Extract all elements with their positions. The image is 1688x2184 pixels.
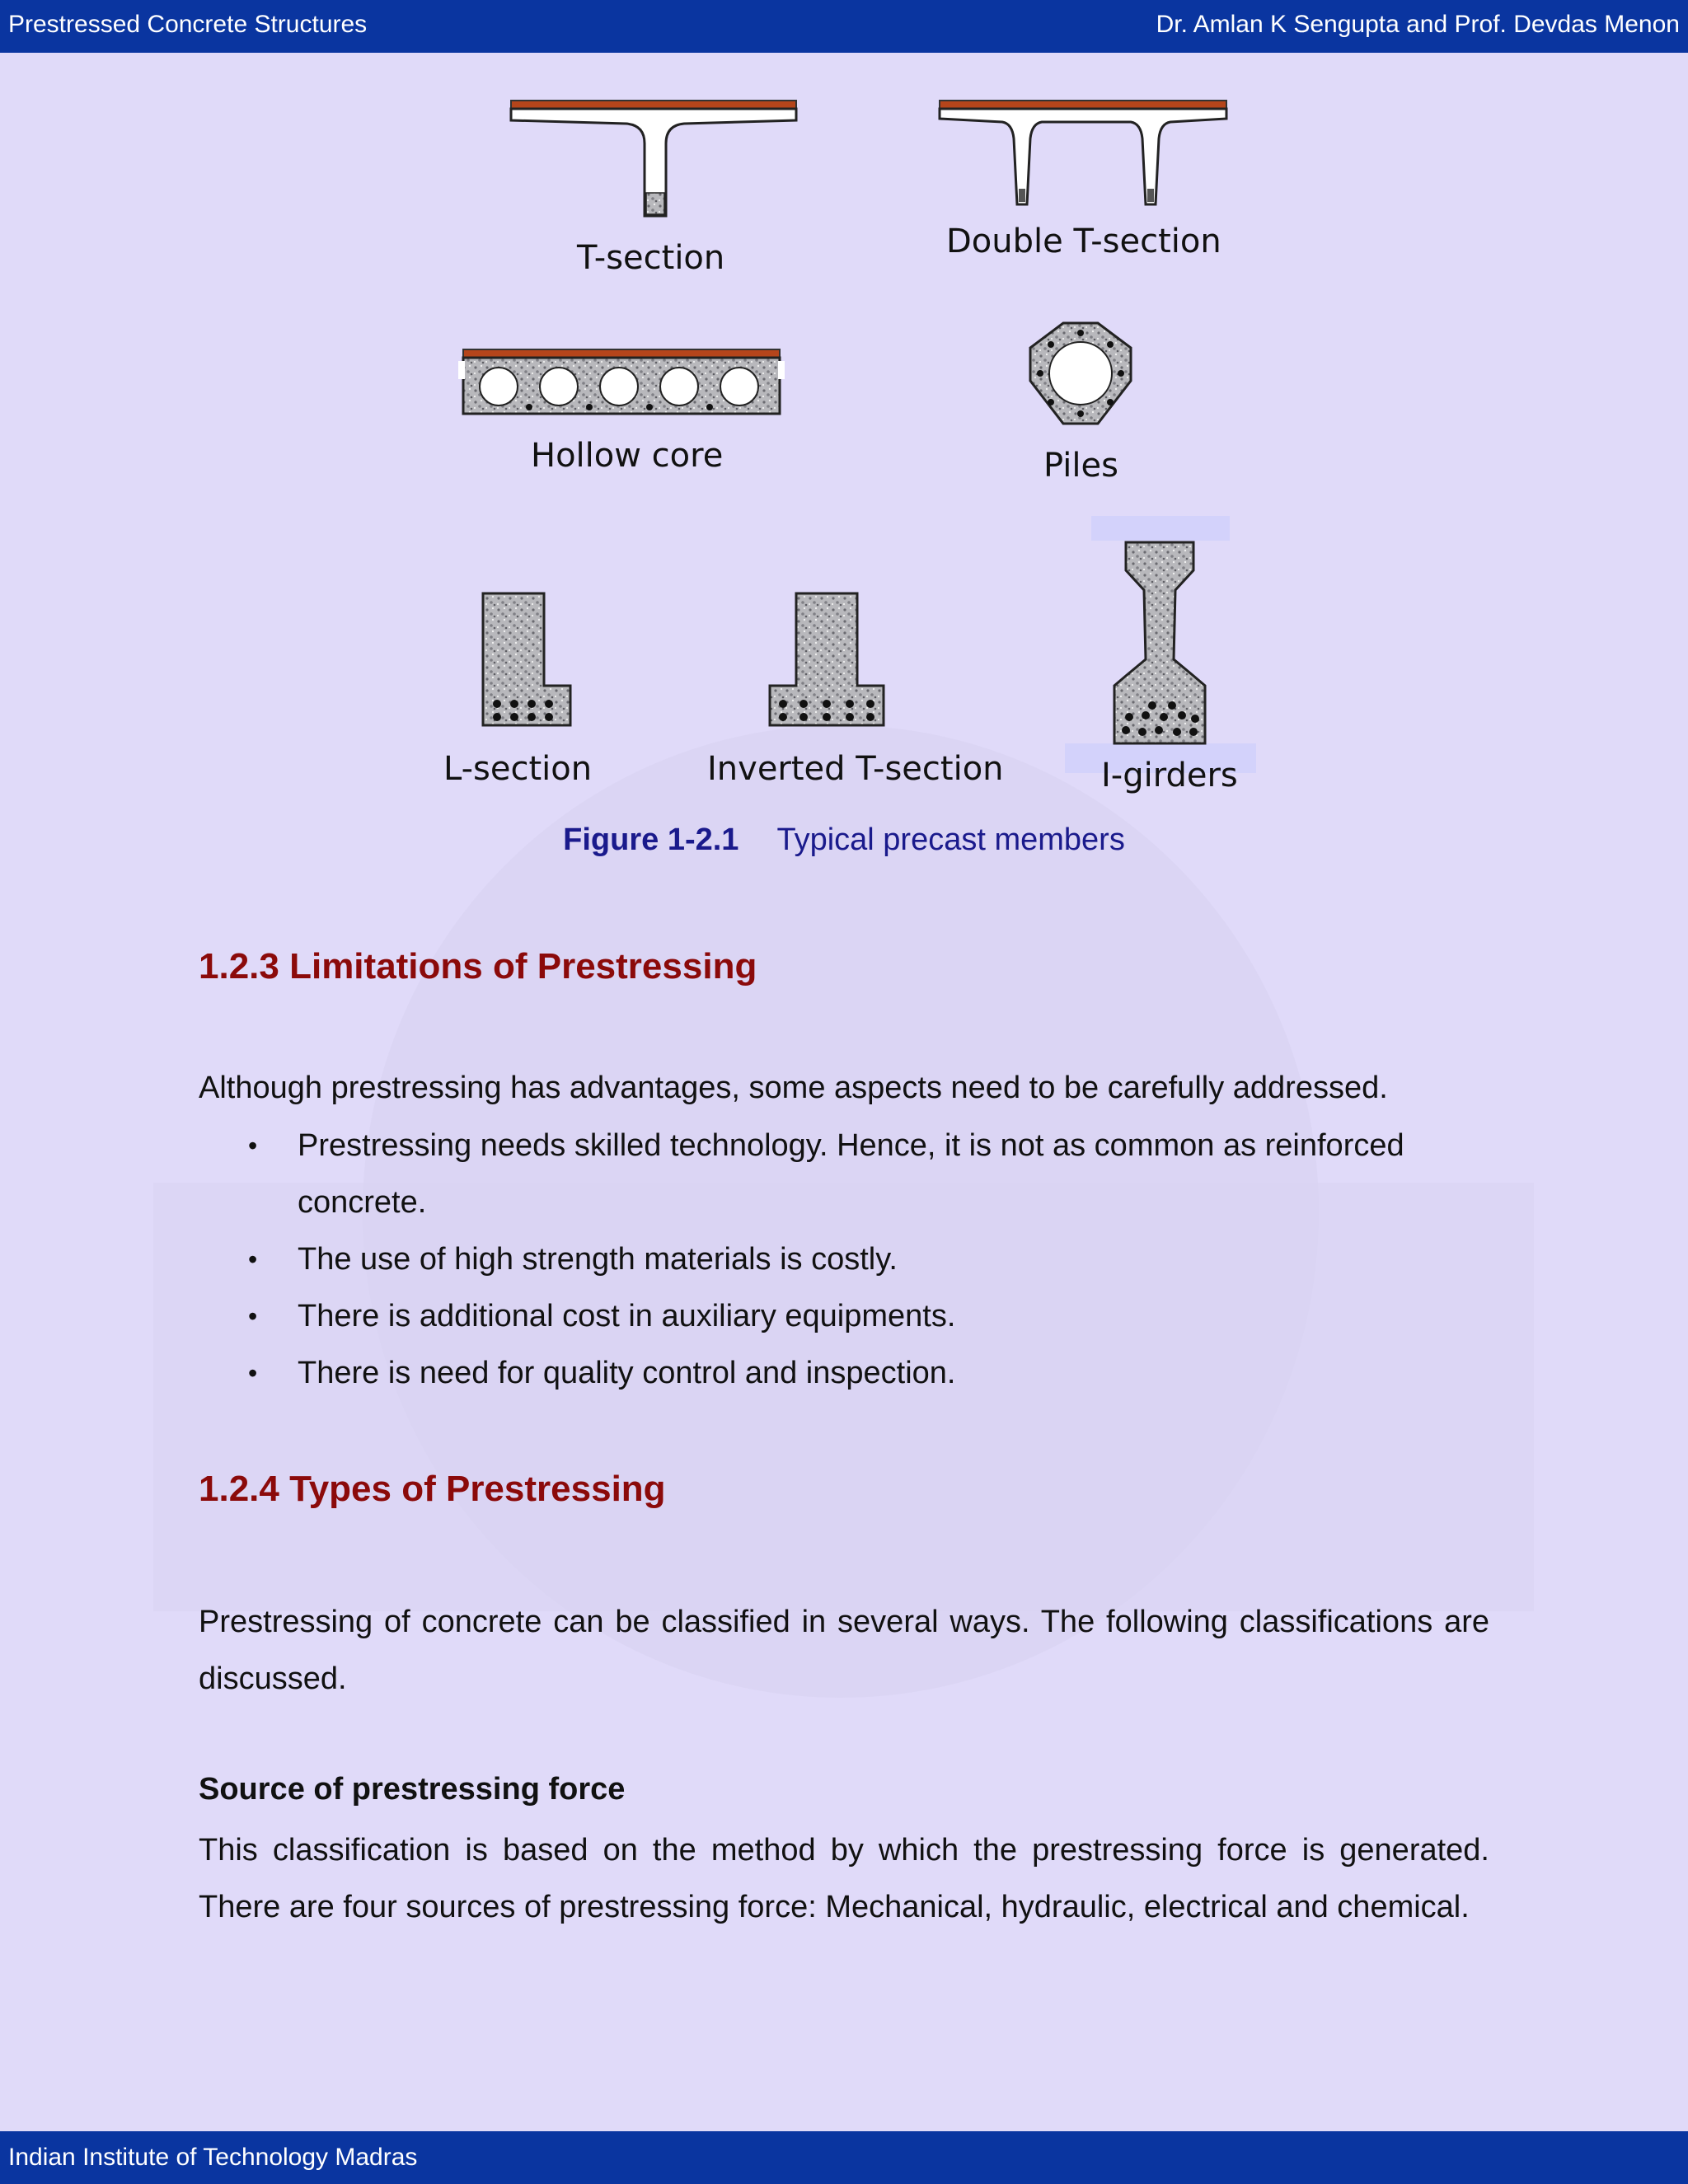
section-heading-limitations: 1.2.3 Limitations of Prestressing [199,946,757,987]
label-hollow-core: Hollow core [531,437,724,475]
header-authors: Dr. Amlan K Sengupta and Prof. Devdas Menon [1156,11,1680,38]
footer-institute: Indian Institute of Technology Madras [8,2144,418,2171]
subheading-source-of-force: Source of prestressing force [199,1772,626,1807]
list-item: • The use of high strength materials is costly. [199,1231,1489,1288]
t-section-drawing [511,101,796,216]
limitations-list [199,1118,1489,1402]
precast-members-figure [0,53,1688,877]
types-intro: Prestressing of concrete can be classified in several ways. The following classifications are discussed. [199,1605,1489,1696]
list-item: • Prestressing needs skilled technology. Hence, it is not as common as reinforced concrete. [199,1118,1489,1231]
list-item: • There is additional cost in auxiliary equipments. [199,1288,1489,1345]
footer-bar [0,2131,1688,2184]
figure-caption [0,823,1688,858]
header-bar [0,0,1688,53]
inverted-t-section-drawing [770,593,884,725]
pile-drawing [1030,323,1131,424]
label-t-section: T-section [577,239,725,277]
i-girder-drawing [1065,516,1256,773]
label-l-section: L-section [443,750,593,788]
limitations-intro: Although prestressing has advantages, some aspects need to be carefully addressed. [199,1071,1388,1105]
label-piles: Piles [1043,447,1118,485]
figure-caption-text: Typical precast members [776,823,1125,857]
label-i-girders: I-girders [1101,757,1238,794]
source-of-force-paragraph: This classification is based on the method by which the prestressing force is generated. There are four sources of prestressing force: Mechanical, hydraulic, electrical and chemical. [199,1833,1489,1924]
label-double-t-section: Double T-section [946,223,1221,260]
double-t-section-drawing [940,101,1226,204]
section-heading-types: 1.2.4 Types of Prestressing [199,1469,666,1509]
label-inverted-t-section: Inverted T-section [707,750,1004,788]
l-section-drawing [483,593,570,725]
list-item: • There is need for quality control and inspection. [199,1345,1489,1402]
hollow-core-drawing [458,349,785,414]
figure-caption-number: Figure 1-2.1 [563,823,739,857]
header-course-title: Prestressed Concrete Structures [8,11,368,38]
